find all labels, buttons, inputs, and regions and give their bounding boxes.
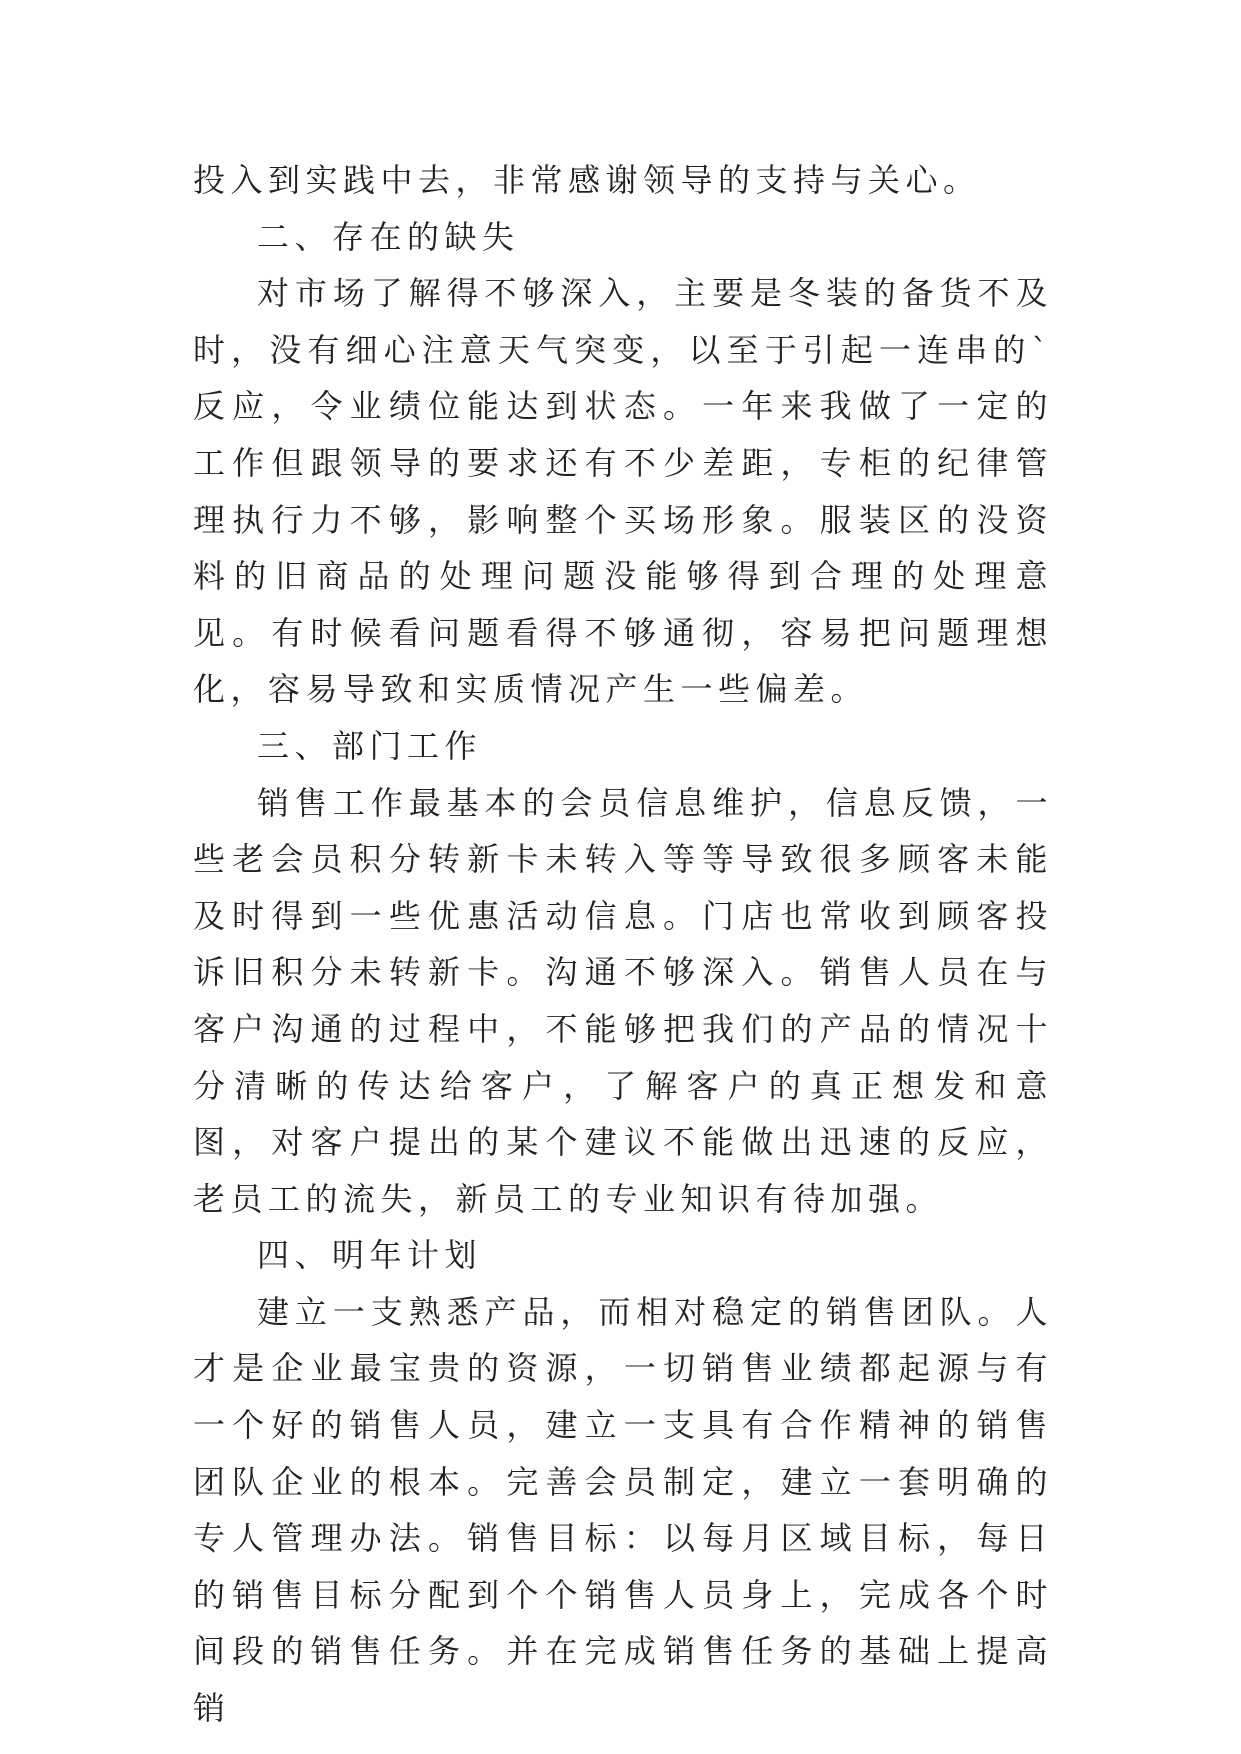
paragraph-department-work: 销售工作最基本的会员信息维护，信息反馈，一些老会员积分转新卡未转入等等导致很多顾客未能及时得到一些优惠活动信息。门店也常收到顾客投诉旧积分未转新卡。沟通不够深入。销售人员在与客户沟通的过程中，不能够把我们的产品的情况十分清晰的传达给客户，了解客户的真正想发和意图，对客户提出的某个建议不能做出迅速的反应，老员工的流失，新员工的专业知识有待加强。 xyxy=(193,783,1053,1218)
paragraph-next-year-plan: 建立一支熟悉产品，而相对稳定的销售团队。人才是企业最宝贵的资源，一切销售业绩都起源与有一个好的销售人员，建立一支具有合作精神的销售团队企业的根本。完善会员制定，建立一套明确的专人管理办法。销售目标：以每月区域目标，每日的销售目标分配到个个销售人员身上，完成各个时间段的销售任务。并在完成销售任务的基础上提高销 xyxy=(193,1292,1053,1728)
paragraph-continuation: 投入到实践中去，非常感谢领导的支持与关心。 xyxy=(193,161,981,199)
section-heading-shortcomings: 二、存在的缺失 xyxy=(257,217,520,256)
document-body xyxy=(193,152,1053,1737)
section-heading-next-year-plan: 四、明年计划 xyxy=(257,1236,483,1275)
section-heading-department-work: 三、部门工作 xyxy=(257,726,483,765)
paragraph-shortcomings: 对市场了解得不够深入，主要是冬装的备货不及时，没有细心注意天气突变，以至于引起一连串的`反应，令业绩位能达到状态。一年来我做了一定的工作但跟领导的要求还有不少差距，专柜的纪律管理执行力不够，影响整个买场形象。服装区的没资料的旧商品的处理问题没能够得到合理的处理意见。有时候看问题看得不够通彻，容易把问题理想化，容易导致和实质情况产生一些偏差。 xyxy=(193,274,1053,709)
